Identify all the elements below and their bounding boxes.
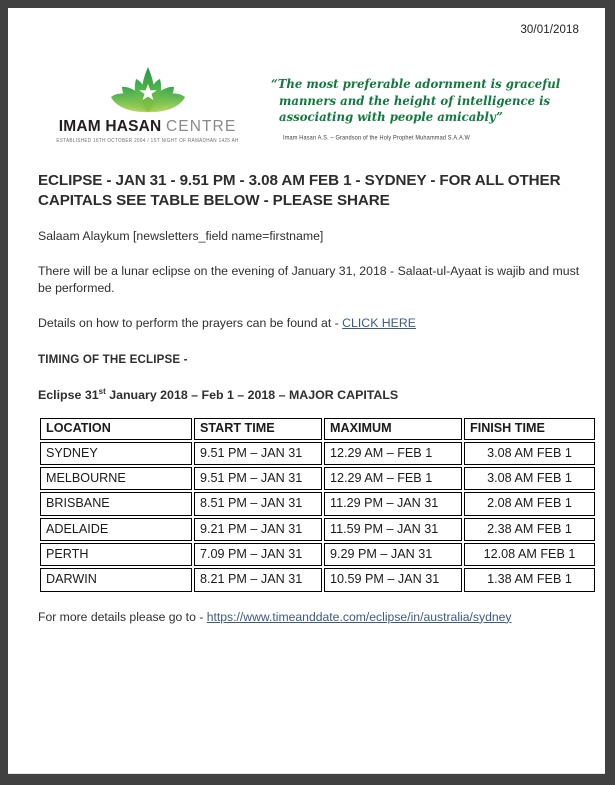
cell-finish-time: 2.38 AM FEB 1 [464, 518, 595, 541]
eclipse-timing-table [38, 416, 597, 593]
cell-location: ADELAIDE [40, 518, 192, 541]
column-header-location: LOCATION [40, 418, 192, 439]
document-sheet [8, 8, 605, 774]
footer-line [38, 610, 583, 624]
table-row [40, 518, 595, 541]
eclipse-date-line [38, 387, 583, 402]
column-header-finish-time: FINISH TIME [464, 418, 595, 439]
cell-maximum: 11.29 PM – JAN 31 [324, 492, 462, 515]
cell-finish-time: 2.08 AM FEB 1 [464, 492, 595, 515]
eclipse-date-suffix: January 2018 – Feb 1 – 2018 – MAJOR CAPITALS [105, 388, 399, 403]
cell-start-time: 8.21 PM – JAN 31 [194, 568, 322, 591]
cell-finish-time: 3.08 AM FEB 1 [464, 467, 595, 490]
cell-location: SYDNEY [40, 442, 192, 465]
page-title: ECLIPSE - JAN 31 - 9.51 PM - 3.08 AM FEB 1 - SYDNEY - FOR ALL OTHER CAPITALS SEE TABLE BELOW - PLEASE SHARE [38, 172, 561, 210]
cell-maximum: 12.29 AM – FEB 1 [324, 467, 462, 490]
column-header-start-time: START TIME [194, 418, 322, 439]
letterhead [30, 62, 583, 143]
cell-finish-time: 3.08 AM FEB 1 [464, 442, 595, 465]
eclipse-date-prefix: Eclipse 31 [38, 388, 99, 403]
cell-maximum: 9.29 PM – JAN 31 [324, 543, 462, 566]
cell-finish-time: 1.38 AM FEB 1 [464, 568, 595, 591]
logo-name-light: CENTRE [165, 118, 237, 135]
cell-maximum: 12.29 AM – FEB 1 [324, 442, 462, 465]
table-row [40, 442, 595, 465]
timing-section-heading: TIMING OF THE ECLIPSE - [38, 353, 188, 367]
logo-established-text: ESTABLISHED 16TH OCTOBER 2004 / 1ST NIGHT OF RAMADHAN 1425 AH [56, 137, 239, 144]
quote-text: “The most preferable adornment is graceful manners and the height of intelligence is associating with people amicably” [271, 77, 561, 125]
logo-wordmark [50, 119, 245, 135]
cell-location: PERTH [40, 543, 192, 566]
cell-start-time: 9.51 PM – JAN 31 [194, 442, 322, 465]
table-row [40, 543, 595, 566]
cell-location: DARWIN [40, 568, 192, 591]
cell-maximum: 11.59 PM – JAN 31 [324, 518, 462, 541]
timeanddate-link[interactable]: https://www.timeanddate.com/eclipse/in/australia/sydney [206, 609, 512, 624]
hadith-quote [271, 62, 583, 141]
column-header-maximum: MAXIMUM [324, 418, 462, 439]
eclipse-description-text: There will be a lunar eclipse on the evening of January 31, 2018 - Salaat-ul-Ayaat is wajib and must be performed. [38, 263, 580, 296]
ordinal-suffix: st [98, 387, 106, 397]
cell-maximum: 10.59 PM – JAN 31 [324, 568, 462, 591]
organisation-logo [50, 62, 245, 143]
footer-prefix-text: For more details please go to - [38, 609, 207, 624]
logo-name-bold: IMAM HASAN [58, 118, 162, 135]
cell-start-time: 7.09 PM – JAN 31 [194, 543, 322, 566]
details-prefix-text: Details on how to perform the prayers can be found at - [38, 315, 343, 330]
document-date: 30/01/2018 [520, 24, 579, 36]
table-row [40, 492, 595, 515]
table-row [40, 568, 595, 591]
cell-start-time: 8.51 PM – JAN 31 [194, 492, 322, 515]
cell-finish-time: 12.08 AM FEB 1 [464, 543, 595, 566]
quote-attribution: Imam Hasan A.S. – Grandson of the Holy Prophet Muhammad S.A.A.W [283, 134, 470, 142]
cell-location: BRISBANE [40, 492, 192, 515]
table-row [40, 467, 595, 490]
lotus-star-icon [107, 64, 189, 116]
cell-location: MELBOURNE [40, 467, 192, 490]
details-line [38, 315, 583, 332]
click-here-link[interactable]: CLICK HERE [342, 315, 416, 330]
cell-start-time: 9.51 PM – JAN 31 [194, 467, 322, 490]
table-header-row [40, 418, 595, 439]
cell-start-time: 9.21 PM – JAN 31 [194, 518, 322, 541]
greeting-text: Salaam Alaykum [newsletters_field name=firstname] [38, 229, 324, 244]
